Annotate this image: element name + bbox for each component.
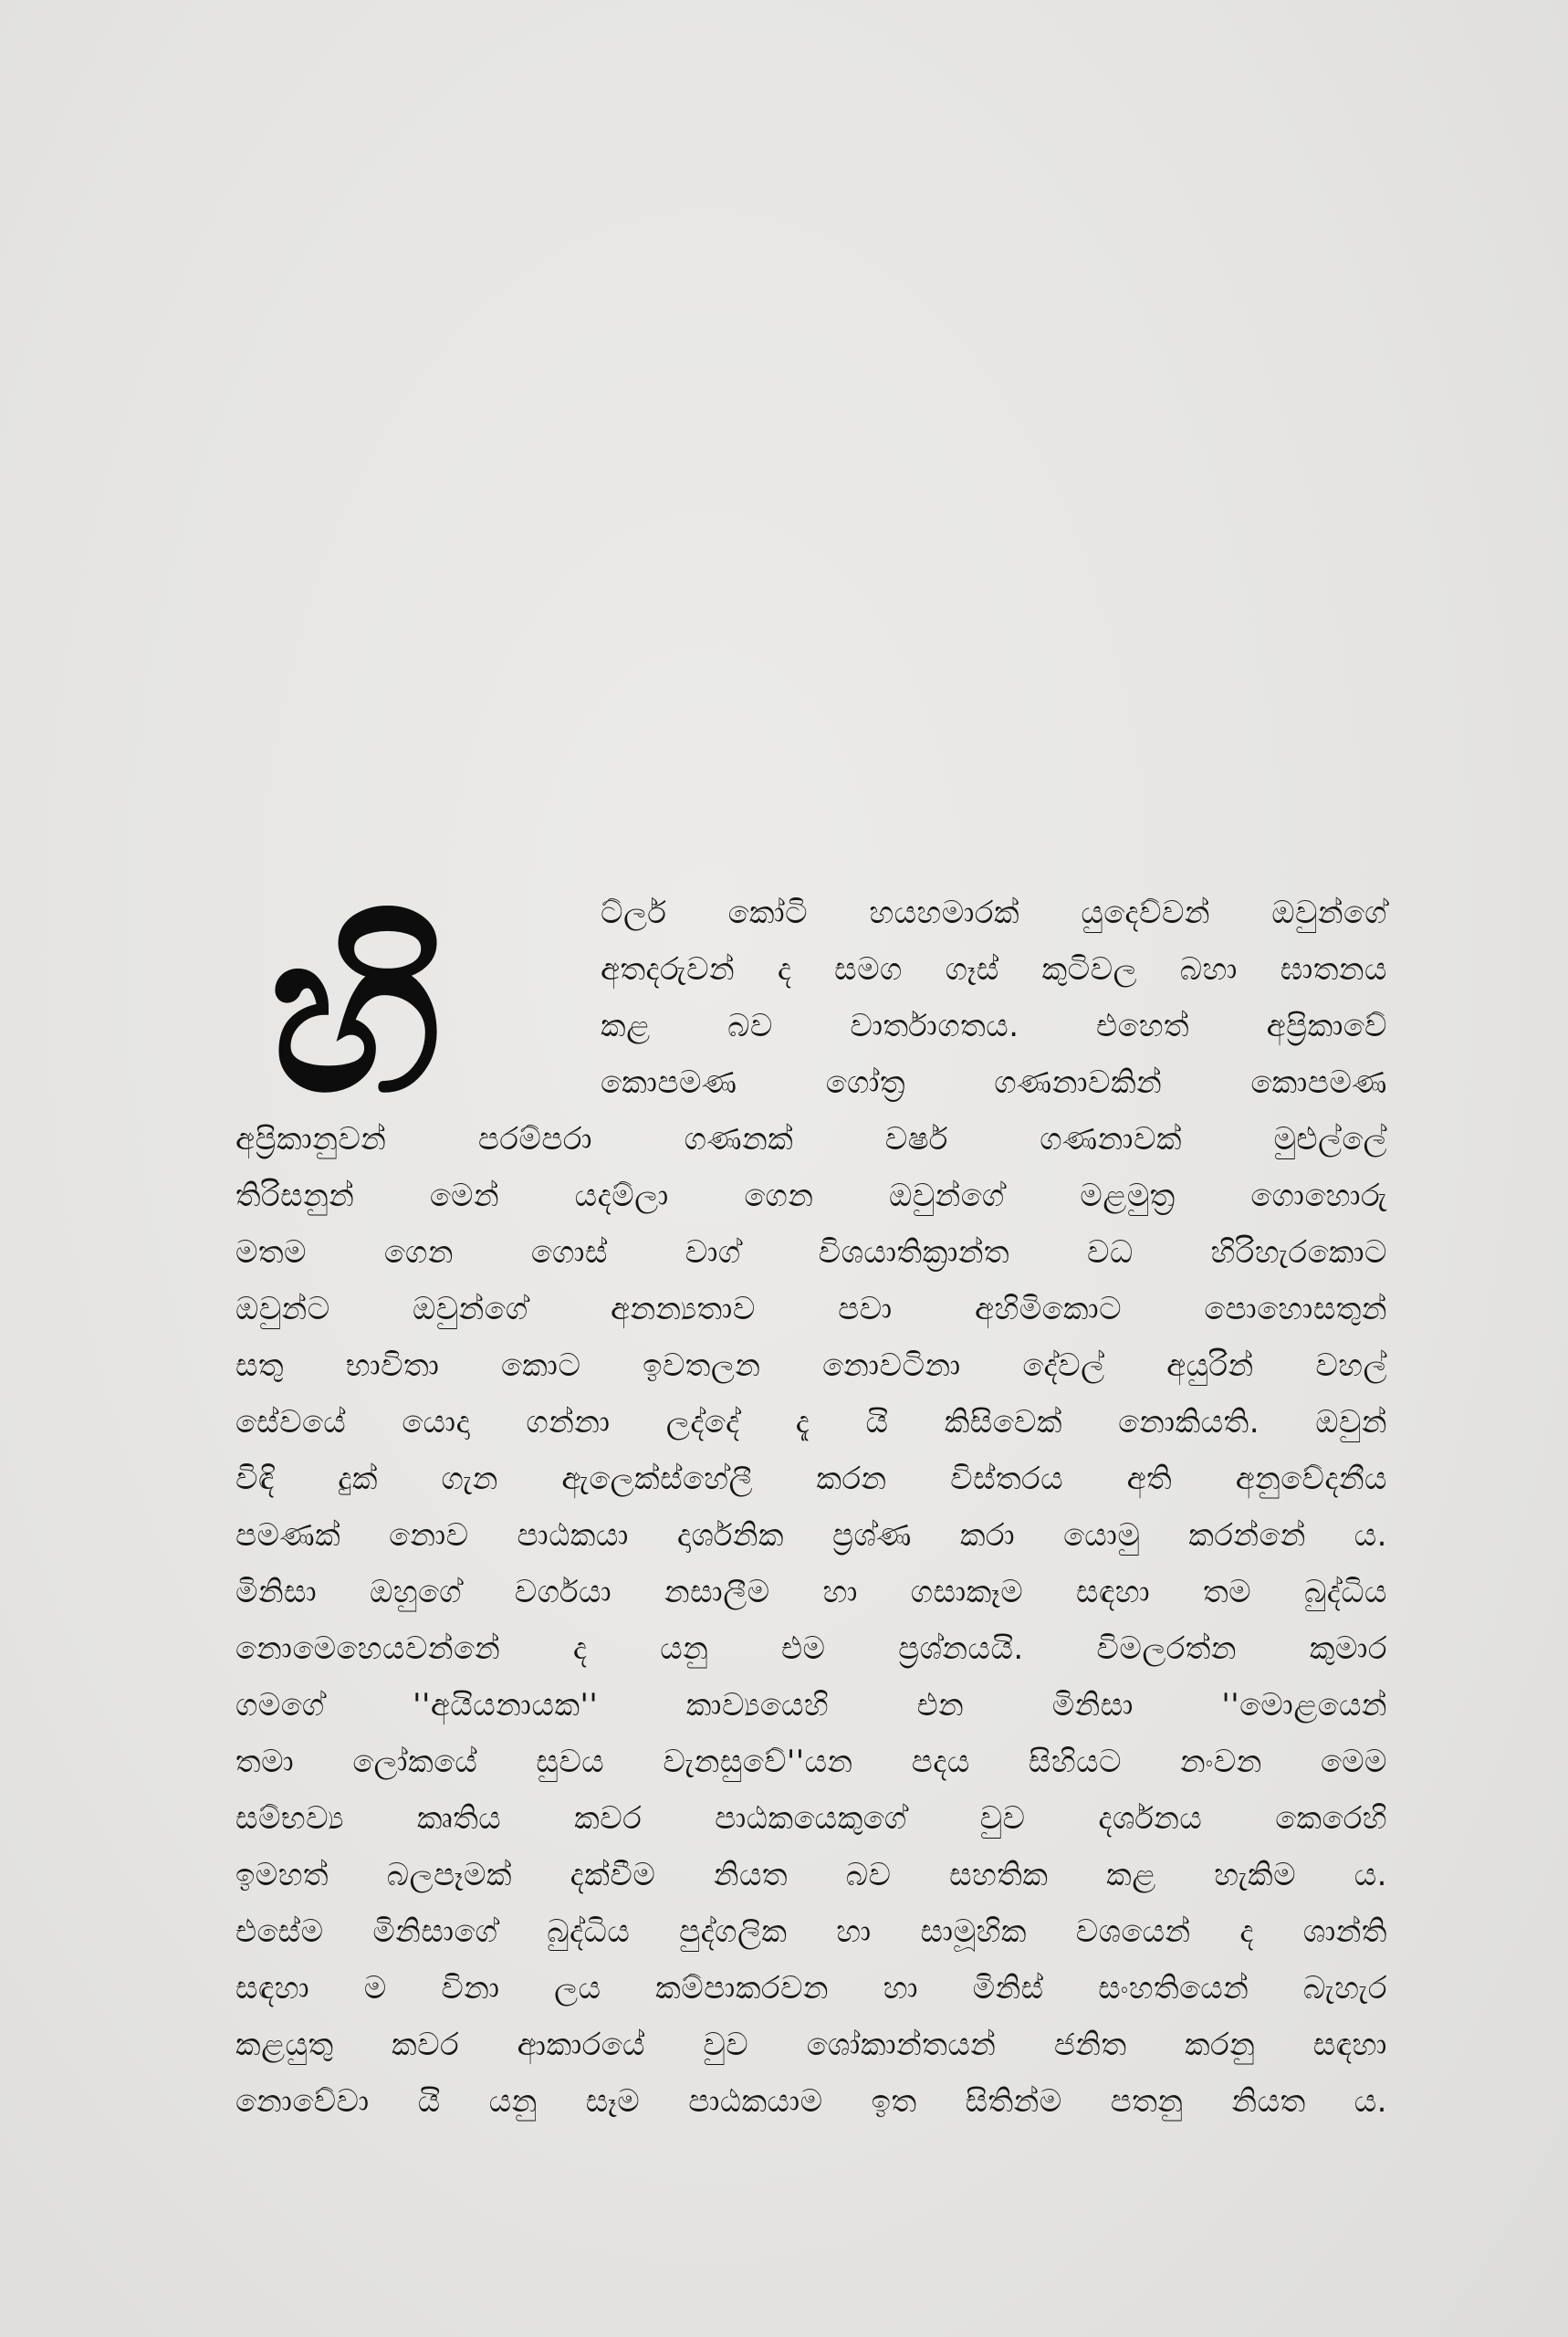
text-line: ට්ලර් කෝටි හයහමාරක් යුදෙව්වන් ඔවුන්ගේ	[601, 895, 1387, 931]
drop-cap: හි	[269, 886, 443, 1141]
text-line: විඳි දුක් ගැන ඇලෙක්ස්හේලී කරන විස්තරය අති අනුවේදනීය	[235, 1461, 1387, 1497]
text-line: නොවේවා යි යනු සෑම පාඨකයාම ඉත සිතින්ම පතනු නියත ය.	[235, 2083, 1387, 2120]
text-line: අප්‍රිකානුවන් පරම්පරා ගණනක් වර්ෂ ගණනාවක් මුළුල්ලේ	[235, 1121, 1387, 1158]
text-line: සඳහා ම විනා ලය කම්පාකරවන හා මිනිස් සංහතියෙන් බැහැර	[235, 1970, 1387, 2007]
text-line: කළයුතු කවර ආකාරයේ වුව ශෝකාන්තයන් ජනිත කරනු සඳහා	[235, 2027, 1387, 2063]
text-line: සම්භව්‍ය කෘතිය කවර පාඨකයෙකුගේ වුව දර්ශනය කෙරෙහි	[235, 1800, 1387, 1837]
text-line: කොපමණ ගෝත්‍ර ගණනාවකින් කොපමණ	[601, 1064, 1387, 1101]
text-line: ඉමහත් බලපෑමක් දක්වීම නියත බව සහතික කළ හැකිම ය.	[235, 1857, 1387, 1893]
text-line: තමා ලෝකයේ සුවය වැනසුවේ''යන පදය සිහියට නංවන මෙම	[235, 1744, 1387, 1780]
text-line: පමණක් නොව පාඨකයා දාර්ශනික ප්‍රශ්ණ කරා යොමු කරන්නේ ය.	[235, 1517, 1387, 1554]
text-line: මිනිසා ඔහුගේ වර්ගයා නසාලීම හා ගසාකෑම සඳහා තම බුද්ධිය	[235, 1574, 1387, 1610]
text-line: සේවයේ යොදා ගන්නා ලද්දේ දැ යි කිසිවෙක් නොකියති. ඔවුන්	[235, 1404, 1387, 1441]
text-line: සතු භාවිතා කොට ඉවතලන නොවටිනා දේවල් අයුරින් වහල්	[235, 1347, 1387, 1384]
text-line: ඔවුන්ට ඔවුන්ගේ අනන්‍යතාව පවා අහිමිකොට පොහොසතුන්	[235, 1291, 1387, 1327]
text-line: එසේම මිනිසාගේ බුද්ධිය පුද්ගලික හා සාමූහික වශයෙන් ද ශාන්ති	[235, 1913, 1387, 1950]
text-line: අතදරුවන් ද සමග ගෑස් කුටිවල බහා ඝාතනය	[601, 951, 1387, 988]
text-line: තිරිසනුන් මෙන් යදම්ලා ගෙන ඔවුන්ගේ මළමුත්‍ර ගොහොරු	[235, 1178, 1387, 1214]
text-line: කළ බව වාර්තාගතය. එහෙත් අප්‍රිකාවේ	[601, 1008, 1387, 1044]
text-line: මතම ගෙන ගොස් වාග් විශයාතික්‍රාන්ත වධ හිරිහැරකොට	[235, 1234, 1387, 1271]
text-line: ගමගේ ''අයියනායක'' කාව්‍යයෙහි එන මිනිසා ''මොළයෙන්	[235, 1687, 1387, 1724]
text-line: නොමෙහෙයවන්නේ ද යනු එම ප්‍රශ්නයයි. විමලරත්න කුමාර	[235, 1630, 1387, 1667]
